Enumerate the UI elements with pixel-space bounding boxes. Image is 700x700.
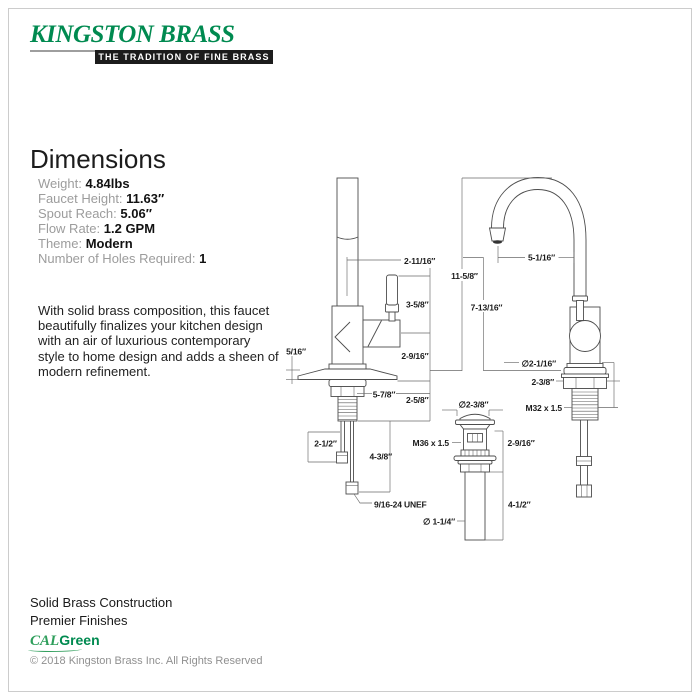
spec-label: Weight: — [38, 176, 82, 191]
spec-value: 5.06″ — [120, 206, 152, 221]
dim-drain-top-height: 2-9/16″ — [507, 438, 535, 448]
feature-premier-finishes: Premier Finishes — [30, 613, 128, 628]
hose-nut-long — [346, 482, 358, 494]
dim-spout-height: 7-13/16″ — [470, 302, 503, 313]
supply-hoses — [341, 421, 354, 482]
spec-label: Flow Rate: — [38, 221, 101, 236]
left-dimension-lines — [286, 257, 462, 503]
spec-value: 4.84lbs — [85, 176, 130, 191]
threaded-shank — [338, 397, 357, 422]
dim-nut-width: 2-3/8″ — [531, 376, 554, 387]
spec-label: Spout Reach: — [38, 206, 117, 221]
spec-value: Modern — [85, 236, 133, 251]
calgreen-green: Green — [59, 632, 100, 648]
spec-label: Theme: — [38, 236, 83, 251]
copyright-text: © 2018 Kingston Brass Inc. All Rights Reserved — [30, 655, 263, 667]
spout-outlet — [490, 228, 506, 241]
description-line: With solid brass composition, this faucet — [38, 303, 270, 318]
description-line: style to home design and adds a sheen of — [38, 348, 279, 364]
outlet-mouth — [493, 240, 502, 244]
dim-plate-thickness: 5/16″ — [286, 346, 306, 357]
hose-nut-short — [337, 452, 348, 463]
calgreen-cal: CAL — [30, 633, 60, 649]
spec-value: 1 — [199, 251, 207, 266]
drain-cap — [460, 414, 490, 420]
drain-flange-taper — [460, 425, 490, 430]
description-line: beautifully finalizes your kitchen design — [38, 318, 263, 334]
spec-row-flow-rate — [38, 221, 155, 236]
drain-assembly-drawing — [413, 400, 535, 541]
gooseneck-outer — [492, 178, 587, 299]
faucet-body — [332, 306, 363, 368]
dim-hose-thread: 9/16-24 UNEF — [374, 499, 427, 510]
ball-handle — [570, 321, 601, 352]
overflow-window — [468, 434, 483, 443]
calgreen-underline — [28, 647, 82, 652]
dim-overall-height: 11-5/8″ — [451, 271, 478, 281]
spec-label: Faucet Height: — [38, 191, 123, 206]
dimensions-title: Dimensions — [30, 144, 166, 174]
dim-tailpiece-length: 4-1/2″ — [508, 499, 531, 510]
escutcheon-plate — [298, 369, 397, 380]
dim-plate-width: 5-7/8″ — [372, 389, 396, 400]
valve-housing — [363, 320, 400, 347]
dim-valve-height: 2-9/16″ — [401, 351, 429, 361]
mount-flange — [329, 380, 366, 387]
left-faucet-drawing — [286, 178, 462, 510]
dim-drain-diameter: ∅2-3/8″ — [458, 399, 489, 410]
product-description — [38, 303, 288, 379]
tube-end-nut — [577, 485, 592, 497]
right-supply-tube — [581, 420, 588, 485]
spec-row-holes — [38, 251, 206, 266]
valve-rod — [577, 301, 584, 321]
deck-washer — [562, 374, 609, 378]
dim-spout-reach: 2-11/16″ — [404, 256, 436, 266]
spec-row-spout-reach — [38, 206, 152, 221]
spec-label: Number of Holes Required: — [38, 251, 196, 266]
drain-locknut — [461, 464, 490, 472]
base-flange — [564, 368, 606, 375]
spec-value: 11.63″ — [126, 191, 165, 206]
kingston-brass-logo: KINGSTON BRASS — [30, 21, 235, 48]
spout-column — [337, 178, 358, 306]
right-shank — [572, 389, 598, 421]
dim-handle-height: 3-5/8″ — [405, 299, 429, 310]
dim-shank-length: 2-5/8″ — [405, 395, 429, 405]
handle-lever — [387, 275, 398, 305]
technical-drawing — [270, 150, 690, 570]
drain-tailpiece — [465, 472, 485, 540]
dim-base-diameter: ∅2-1/16″ — [521, 358, 556, 369]
spec-row-theme — [38, 236, 133, 251]
dim-hose-length: 4-3/8″ — [369, 451, 392, 462]
description-line: modern refinement. — [38, 363, 151, 379]
spec-row-weight — [38, 176, 130, 191]
base-step — [567, 364, 603, 368]
drain-flange — [456, 420, 495, 425]
dim-right-spout-reach: 5-1/16″ — [527, 252, 556, 263]
feature-solid-brass: Solid Brass Construction — [30, 595, 173, 610]
dim-tailpiece-diameter: ∅ 1-1/4″ — [422, 516, 455, 527]
dim-hose-offset: 2-1/2″ — [314, 438, 337, 449]
handle-stem — [389, 312, 395, 321]
gooseneck-inner — [504, 190, 575, 299]
dim-shank-thread: M32 x 1.5 — [525, 403, 562, 414]
dim-drain-thread: M36 x 1.5 — [412, 438, 449, 448]
drain-disc-upper — [454, 456, 496, 461]
spec-value: 1.2 GPM — [103, 221, 156, 236]
mount-nut — [331, 387, 364, 397]
mounting-nut — [564, 378, 607, 389]
logo-tagline-bar: THE TRADITION OF FINE BRASS — [95, 50, 273, 64]
drain-disc-lower — [458, 461, 492, 465]
spec-row-faucet-height — [38, 191, 164, 206]
description-line: with an air of luxurious contemporary — [38, 333, 251, 349]
